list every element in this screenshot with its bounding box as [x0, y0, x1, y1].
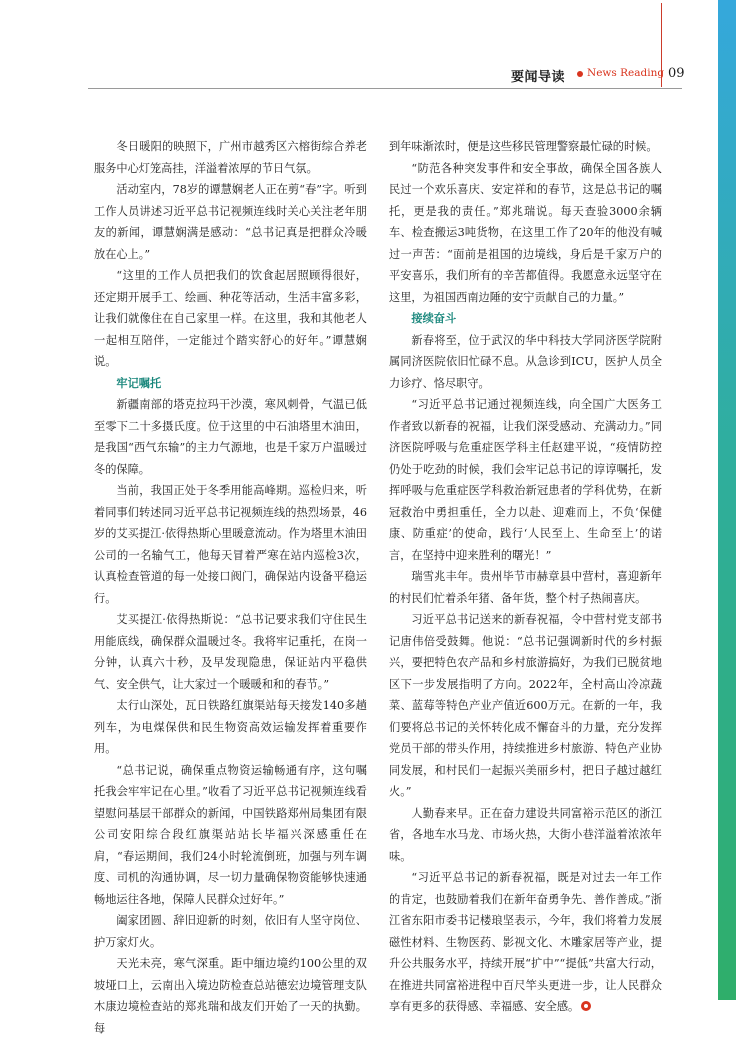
section-heading: 牢记嘱托 [116, 376, 162, 390]
paragraph: 阖家团圆、辞旧迎新的时刻，依旧有人坚守岗位、护万家灯火。 [94, 914, 367, 949]
section-heading: 接续奋斗 [411, 312, 457, 325]
paragraph: 新春将至，位于武汉的华中科技大学同济医学院附属同济医院依旧忙碌不息。从急诊到ICU，医护人员全力诊疗、恪尽职守。 [389, 333, 662, 390]
paragraph [389, 867, 662, 1018]
paragraph: 习近平总书记送来的新春祝福，令中营村党支部书记唐伟倍受鼓舞。他说：“总书记强调新时代的乡村振兴，要把特色农产品和乡村旅游搞好，为我们已脱贫地区下一步发展指明了方向。2022年，全村高山冷凉蔬菜、蓝莓等特色产业产值近600万元。在新的一年，我们要将总书记的关怀转化成不懈奋斗的力量，充分发挥党员干部的带头作用，持续推进乡村旅游、特色产业协同发展，和村民们一起振兴美丽乡村，把日子越过越红火。” [389, 613, 662, 798]
paragraph: “总书记说，确保重点物资运输畅通有序，这句嘱托我会牢牢记在心里。”收看了习近平总书记视频连线看望慰问基层干部群众的新闻，中国铁路郑州局集团有限公司安阳综合段红旗渠站站长毕福兴深感重任在肩，“春运期间，我们24小时轮流倒班，加强与列车调度、司机的沟通协调，尽一切力量确保物资能够快速通畅地运往各地，保障人民群众过好年。” [94, 763, 367, 906]
paragraph: 艾买提江·依得热斯说：“总书记要求我们守住民生用能底线，确保群众温暖过冬。我将牢记重托，在岗一分钟，认真六十秒，及早发现隐患，保证站内平稳供气、安全供气，让大家过一个暖暖和和的春节。” [94, 613, 367, 691]
bullet-dot-icon [577, 71, 583, 77]
article-column-left [94, 136, 367, 1039]
article-column-right [389, 136, 662, 1018]
paragraph: 活动室内，78岁的谭慧娴老人正在剪“春”字。听到工作人员讲述习近平总书记视频连线时关心关注老年朋友的新闻，谭慧娴满是感动：“总书记真是把群众冷暖放在心上。” [94, 183, 367, 261]
article-end-icon [581, 1001, 591, 1011]
section-subtitle: News Reading [587, 67, 665, 79]
section-title: 要闻导读 [511, 70, 566, 85]
paragraph-continued: 到年味渐浓时，便是这些移民管理警察最忙碌的时候。 [389, 140, 658, 153]
paragraph: 新疆南部的塔克拉玛干沙漠，寒风刺骨，气温已低至零下二十多摄氏度。位于这里的中石油塔里木油田，是我国“西气东输”的主力气源地，也是千家万户温暖过冬的保障。 [94, 398, 367, 476]
paragraph-text: “习近平总书记的新春祝福，既是对过去一年工作的肯定，也鼓励着我们在新年奋勇争先、善作善成。”浙江省东阳市委书记楼琅坚表示，今年，我们将着力发展磁性材料、生物医药、影视文化、木雕家居等产业，提升公共服务水平，持续开展“扩中”“提低”共富大行动，在推进共同富裕进程中百尺竿头更进一步，让人民群众享有更多的获得感、幸福感、安全感。 [389, 871, 662, 1013]
paragraph: 当前，我国正处于冬季用能高峰期。巡检归来，听着同事们转述同习近平总书记视频连线的热烈场景，46岁的艾买提江·依得热斯心里暖意流动。作为塔里木油田公司的一名输气工，他每天冒着严寒在站内巡检3次，认真检查管道的每一处接口阀门，确保站内设备平稳运行。 [94, 484, 367, 605]
paragraph: “防范各种突发事件和安全事故，确保全国各族人民过一个欢乐喜庆、安定祥和的春节，这是总书记的嘱托，更是我的责任。”郑兆瑞说。每天查验3000余辆车、检查搬运3吨货物，在这里工作了20年的他没有喊过一声苦：“面前是祖国的边境线，身后是千家万户的平安喜乐，我们所有的辛苦都值得。我愿意永远坚守在这里，为祖国西南边陲的安宁贡献自己的力量。” [389, 161, 662, 304]
paragraph: 冬日暖阳的映照下，广州市越秀区六榕街综合养老服务中心灯笼高挂，洋溢着浓厚的节日气氛。 [94, 140, 367, 175]
paragraph: 天光未亮，寒气深重。距中缅边境约100公里的双坡垭口上，云南出入境边防检查总站德宏边境管理支队木康边境检查站的郑兆瑞和战友们开始了一天的执勤。每 [94, 957, 367, 1035]
paragraph: “这里的工作人员把我们的饮食起居照顾得很好，还定期开展手工、绘画、种花等活动，生活丰富多彩，让我们就像住在自己家里一样。在这里，我和其他老人一起相互陪伴，一定能过个踏实舒心的好年。”谭慧娴说。 [94, 269, 367, 368]
paragraph: 太行山深处，瓦日铁路红旗渠站每天接发140多趟列车，为电煤保供和民生物资高效运输发挥着重要作用。 [94, 699, 367, 755]
page-header [0, 58, 700, 88]
paragraph: 人勤春来早。正在奋力建设共同富裕示范区的浙江省，各地车水马龙、市场火热，大街小巷洋溢着浓浓年味。 [389, 806, 662, 863]
paragraph: 瑞雪兆丰年。贵州毕节市赫章县中营村，喜迎新年的村民们忙着杀年猪、备年货，整个村子热闹喜庆。 [389, 570, 662, 605]
page-number: 09 [668, 66, 685, 81]
decorative-side-bar [718, 0, 736, 1000]
paragraph: “习近平总书记通过视频连线，向全国广大医务工作者致以新春的祝福，让我们深受感动、充满动力。”同济医院呼吸与危重症医学科主任赵建平说，“疫情防控仍处于吃劲的时候，我们会牢记总书记的谆谆嘱托，发挥呼吸与危重症医学科救治新冠患者的学科优势，在新冠救治中勇担重任，全力以赴、迎难而上，不负‘保健康、防重症’的使命，践行‘人民至上、生命至上’的诺言，在坚持中迎来胜利的曙光！” [389, 398, 662, 562]
header-rule [88, 88, 682, 89]
